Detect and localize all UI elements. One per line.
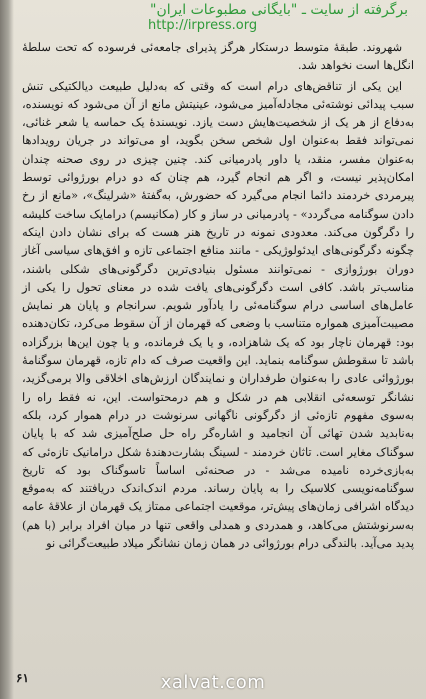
paragraph-1: شهروند. طبقهٔ متوسط درستکار هرگز پذیرای جامعه‌ئی فرسوده که تحت سلطهٔ انگل‌ها است نخواهد شد. [22, 40, 414, 73]
book-spine-shadow [0, 0, 14, 699]
source-watermark [108, 2, 408, 34]
source-watermark-url: http://irpress.org [148, 18, 258, 33]
site-watermark: xalvat.com [160, 672, 266, 693]
source-watermark-text: برگرفته از سایت ـ "بایگانی مطبوعات ایران" [150, 2, 408, 18]
paragraph-2: این یکی از تناقض‌های درام است که وقتی که به‌دلیل طبیعت دیالکتیکی تنش سبب پیدائی نوشته‌ئی مجادله‌آمیز می‌شود، عینیتش مانع از آن می‌شود که نویسنده، به‌دفاع از هر یک از شخصیت‌هایش دست یازد. نویسندهٔ یک حماسه یا شعر غنائی، نمی‌تواند فقط به‌عنوان اول شخص سخن بگوید، او می‌تواند در جریان رویدادها به‌عنوان مفسر، منقد، یا داور پادرمیانی کند. چنین چیزی در روی صحنه چندان امکان‌پذیر نیست، و اگر هم انجام گیرد، هم چنان که دو درام بورژوائی توسط پیرمردی خردمند دائما انجام می‌گیرد که حضورش، به‌گفتهٔ «شرلینگ»، «مانع از رخ دادن سوگنامه می‌گردد» - پادرمیانی در ساز و کار (مکانیسم) درامایک ساخت کلیشه را دگرگون می‌کند. معدودی نمونه در تاریخ هنر هست که برای نشان دادن اینکه چگونه دگرگونی‌های ایدئولوژیکی - مانند منافع اجتماعی تازه و افق‌های سیاسی آغاز دوران بورژوازی - نمی‌توانند مسئول بنیادی‌ترین دگرگونی‌های شکلی باشند، مناسب‌تر باشد. کافی است دگرگونی‌های یافت شده در معنای تحول را یکی از عامل‌های اساسی درام سوگنامه‌ئی را یادآور شویم. سرانجام و پایان هر نمایش مصیبت‌آمیزی همواره متناسب با وضعی که قهرمان از آن سقوط می‌کرد، تکان‌دهنده بود: قهرمان ناچار بود که یک شاهزاده، و یا یک فرمانده، و یا چون این‌ها بزرگزاده باشد تا سقوطش سوگنامه بنماید. این واقعیت صرف که دام تازه، قهرمان سوگنامهٔ بورژوائی عادی را به‌عنوان طرفداران و نمایندگان ارزش‌های اخلاقی والا برمی‌گزید، نشانگر توسعه‌ئی انقلابی هم در شکل و هم درمحتواست. این، نه فقط راه را به‌سوی مفهوم تازه‌ئی از دگرگونی ناگهانی سرنوشت در درام هموار کرد، بلکه به‌نابدید شدن تهائی آن انجامید و اشاره‌گر راه حل صلح‌آمیزی شد که با پایان سوگناک مغایر است. تاثان خردمند - لسینگ بشارت‌دهندهٔ شکل درامانیک تازه‌ئی که به‌بازی‌خرده نامیده می‌شد - در صحنه‌ئی اساساً تاسوگناک بود که تاریخ سوگنامه‌نویسی کلاسیک را به پایان رساند. مردم اندک‌اندک دریافتند که به‌موقع دیدگاه اشرافی زمان‌های پیش‌تر، موقعیت اجتماعی ممتاز یک قهرمان از علاقهٔ عامه به‌سرنوشتش می‌کاهد، و همدردی و همدلی واقعی تنها در میان افراد برابر (با هم) پدید می‌آید. بالندگی درام بورژوائی در همان زمان نشانگر میلاد طبیعت‌گرائی نو [22, 78, 414, 551]
page-number: ۶۱ [16, 671, 29, 685]
page-body [22, 38, 414, 554]
